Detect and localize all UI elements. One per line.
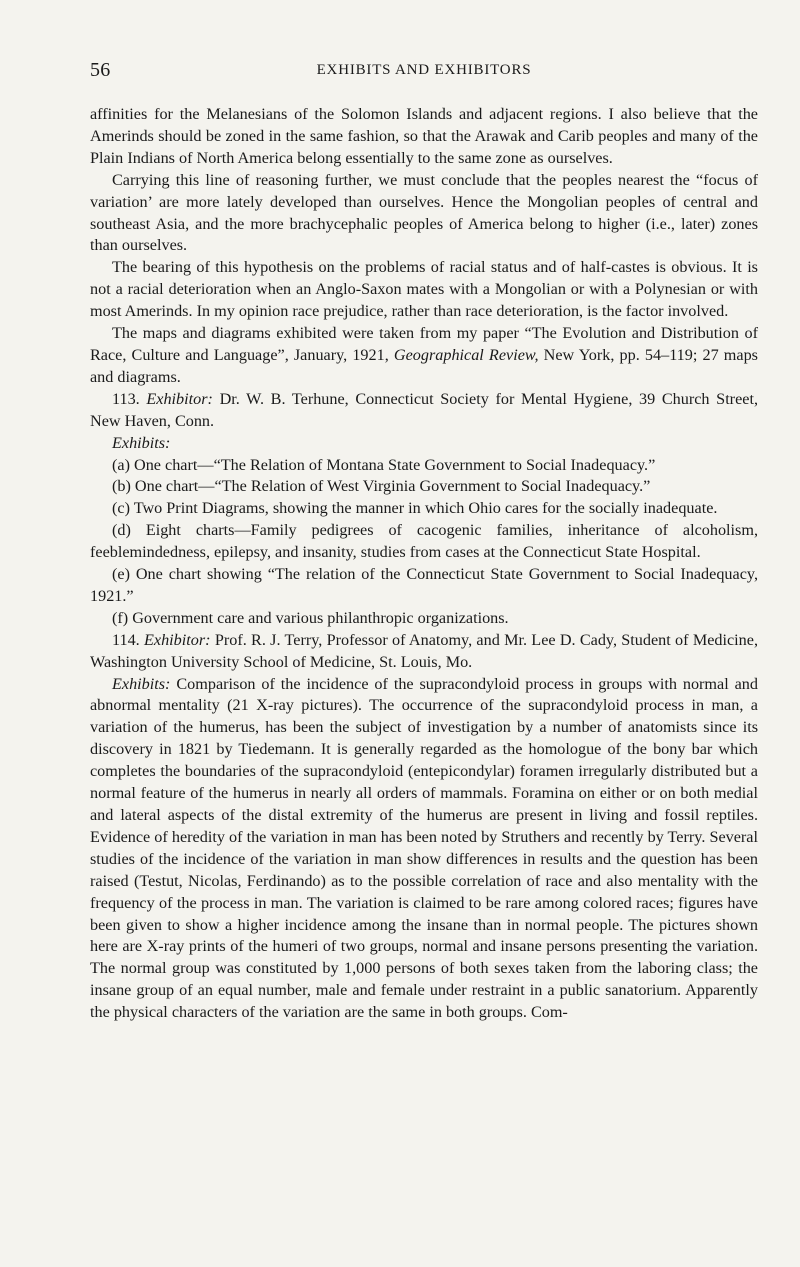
entry-113	[90, 389, 758, 433]
paragraph: The bearing of this hypothesis on the problems of racial status and of half-castes is obvious. It is not a racial deterioration when an Anglo-Saxon mates with a Mongolian or with a Polynesian or with most Amerinds. In my opinion race prejudice, rather than race deterioration, is the factor involved.	[90, 258, 758, 321]
exhibits-label: Exhibits:	[112, 674, 171, 693]
exhibitor-label: Exhibitor:	[144, 630, 211, 649]
paragraph: affinities for the Melanesians of the Solomon Islands and adjacent regions. I also believe that the Amerinds should be zoned in the same fashion, so that the Arawak and Carib peoples and many of the Plain Indians of North America belong essentially to the same zone as ourselves.	[90, 105, 758, 167]
paragraph: Carrying this line of reasoning further, we must conclude that the peoples nearest the “focus of variation’ are more lately developed than ourselves. Hence the Mongolian peoples of central and southeast Asia, and the more brachycephalic peoples of America belong to higher (i.e., later) zones than ourselves.	[90, 170, 758, 255]
exhibitor-text: Prof. R. J. Terry, Professor of Anatomy, and Mr. Lee D. Cady, Student of Medicine, Washington University School of Medicine, St. Louis, Mo.	[90, 630, 758, 671]
exhibit-item: (a) One chart—“The Relation of Montana State Government to Social Inadequacy.”	[112, 455, 656, 474]
entry-114	[90, 630, 758, 674]
paragraph-maps	[90, 323, 758, 389]
maps-text-after: New York, pp. 54–119; 27 maps and diagrams.	[90, 345, 758, 386]
entry-number: 113.	[112, 389, 147, 408]
exhibits-text: Comparison of the incidence of the supracondyloid process in groups with normal and abnormal mentality (21 X-ray pictures). The occurrence of the supracondyloid process in man, a variation of the humerus, has been the subject of investigation by a number of anatomists since its discovery in 1821 by Tiedemann. It is generally regarded as the homologue of the bony bar which completes the boundaries of the supracondyloid (entepicondylar) foramen irregularly distributed but a normal feature of the humerus in nearly all orders of mammals. Foramina on either or on both medial and lateral aspects of the distal extremity of the humerus are present in living and fossil reptiles. Evidence of heredity of the variation in man has been noted by Struthers and recently by Terry. Several studies of the incidence of the variation in man show differences in results and the question has been raised (Testut, Nicolas, Ferdinando) as to the possible correlation of race and also mentality with the frequency of the process in man. The variation is claimed to be rare among colored races; figures have been given to show a higher incidence among the insane than in normal people. The pictures shown here are X-ray prints of the humeri of two groups, normal and insane persons presenting the variation. The normal group was constituted by 1,000 persons of both sexes taken from the laboring class; the insane group of an equal number, male and female under restraint in a public sanatorium. Apparently the physical characters of the variation are the same in both groups. Com-	[90, 674, 758, 1022]
entry-number: 114.	[112, 630, 145, 649]
exhibit-item: (c) Two Print Diagrams, showing the manner in which Ohio cares for the socially inadequate.	[112, 499, 718, 518]
page-header	[90, 59, 758, 85]
exhibit-item: (f) Government care and various philanthropic organizations.	[112, 608, 509, 627]
running-head: EXHIBITS AND EXHIBITORS	[316, 62, 532, 78]
exhibits-heading	[90, 433, 758, 455]
exhibits-label: Exhibits:	[112, 433, 171, 452]
exhibitor-text: Dr. W. B. Terhune, Connecticut Society for Mental Hygiene, 39 Church Street, New Haven, Conn.	[90, 389, 758, 430]
entry-114-exhibits	[90, 674, 758, 1025]
exhibit-item: (e) One chart showing “The relation of the Connecticut State Government to Social Inadequacy, 1921.”	[90, 565, 758, 605]
exhibitor-label: Exhibitor:	[146, 389, 213, 408]
exhibit-item: (b) One chart—“The Relation of West Virginia Government to Social Inadequacy.”	[112, 477, 651, 496]
page-number: 56	[90, 59, 111, 81]
journal-title: Geographical Review,	[393, 345, 539, 364]
exhibit-item: (d) Eight charts—Family pedigrees of cacogenic families, inheritance of alcoholism, feeblemindedness, epilepsy, and insanity, studies from cases at the Connecticut State Hospital.	[90, 521, 758, 562]
body-text	[90, 104, 758, 1024]
maps-text-before: The maps and diagrams exhibited were taken from my paper “The Evolution and Distribution of Race, Culture and Language”, January, 1921,	[90, 324, 758, 364]
